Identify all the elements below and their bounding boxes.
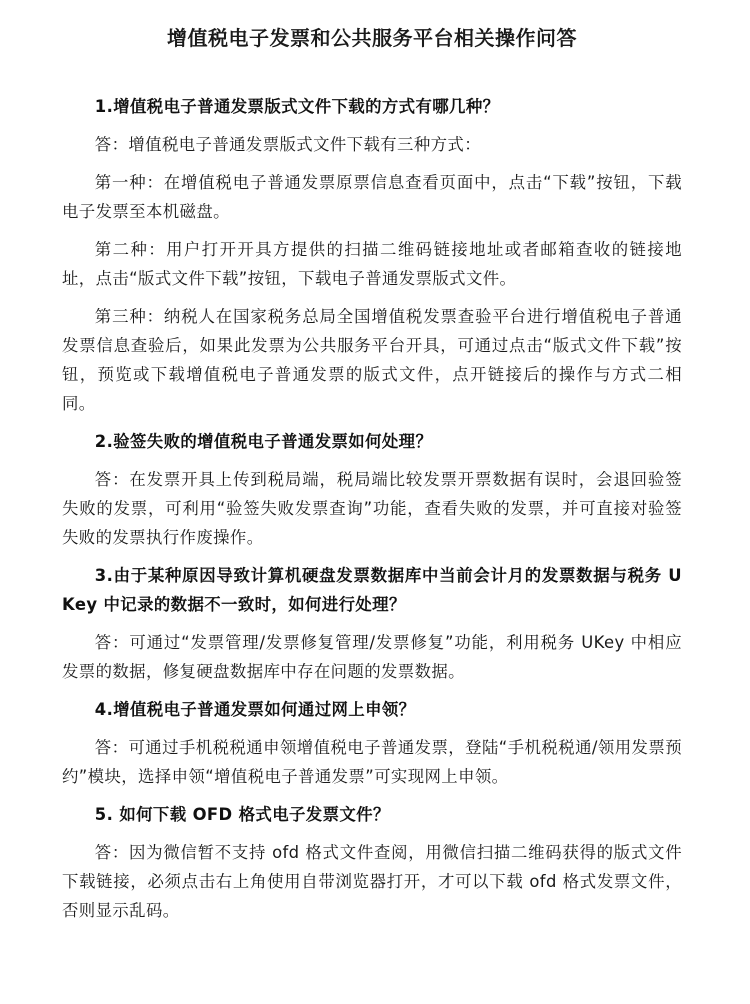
answer-1-method-2: 第二种：用户打开开具方提供的扫描二维码链接地址或者邮箱查收的链接地址，点击“版式文件下载”按钮，下载电子普通发票版式文件。 — [62, 240, 682, 288]
answer-1-intro: 答：增值税电子普通发票版式文件下载有三种方式： — [94, 135, 481, 154]
answer-5: 答：因为微信暂不支持 ofd 格式文件查阅，用微信扫描二维码获得的版式文件下载链接，必须点击右上角使用自带浏览器打开，才可以下载 ofd 格式发票文件，否则显示乱码。 — [62, 843, 682, 920]
question-4: 4.增值税电子普通发票如何通过网上申领？ — [94, 700, 416, 719]
question-1: 1.增值税电子普通发票版式文件下载的方式有哪几种？ — [94, 97, 500, 116]
question-2: 2.验签失败的增值税电子普通发票如何处理？ — [94, 432, 433, 451]
question-3: 3.由于某种原因导致计算机硬盘发票数据库中当前会计月的发票数据与税务 UKey 中记录的数据不一致时，如何进行处理？ — [62, 566, 682, 614]
answer-1-method-1: 第一种：在增值税电子普通发票原票信息查看页面中，点击“下载”按钮，下载电子发票至本机磁盘。 — [62, 173, 682, 221]
answer-2: 答：在发票开具上传到税局端，税局端比较发票开票数据有误时，会退回验签失败的发票，可利用“验签失败发票查询”功能，查看失败的发票，并可直接对验签失败的发票执行作废操作。 — [62, 470, 682, 547]
answer-1-method-3: 第三种：纳税人在国家税务总局全国增值税发票查验平台进行增值税电子普通发票信息查验后，如果此发票为公共服务平台开具，可通过点击“版式文件下载”按钮，预览或下载增值税电子普通发票的版式文件，点开链接后的操作与方式二相同。 — [62, 307, 682, 413]
answer-3: 答：可通过“发票管理/发票修复管理/发票修复”功能，利用税务 UKey 中相应发票的数据，修复硬盘数据库中存在问题的发票数据。 — [62, 633, 682, 681]
document-title: 增值税电子发票和公共服务平台相关操作问答 — [167, 26, 577, 50]
answer-4: 答：可通过手机税税通申领增值税电子普通发票，登陆“手机税税通/领用发票预约”模块，选择申领“增值税电子普通发票”可实现网上申领。 — [62, 738, 682, 786]
question-5: 5. 如何下载 OFD 格式电子发票文件？ — [94, 805, 390, 824]
document-body — [62, 92, 682, 925]
